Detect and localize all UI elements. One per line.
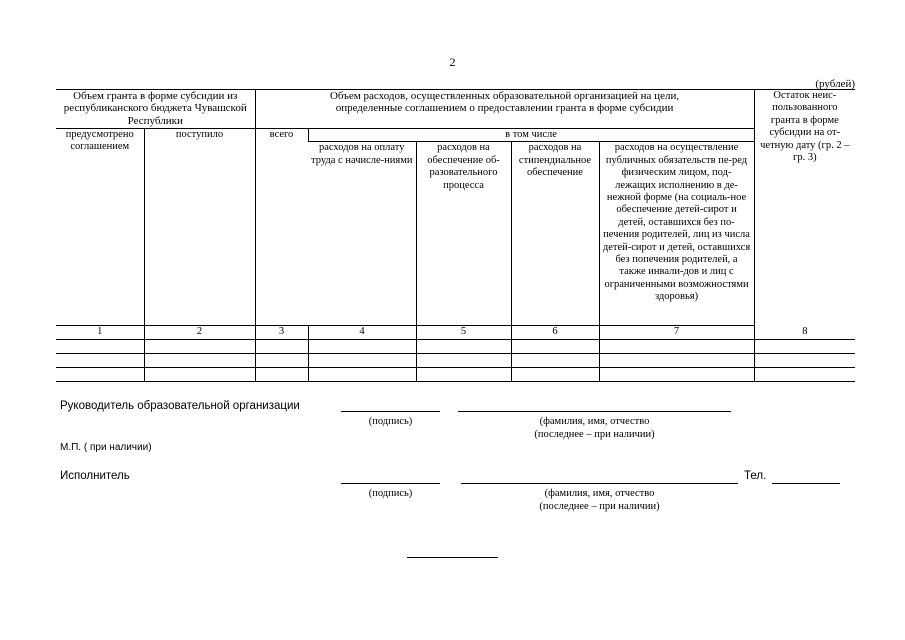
- table-header-row: [56, 90, 855, 129]
- name-caption-line: (фамилия, имя, отчество: [539, 416, 650, 427]
- executor-name-line[interactable]: [461, 483, 738, 484]
- table-cell: [416, 368, 511, 382]
- table-cell: [56, 340, 144, 354]
- table-header-row: [56, 129, 855, 142]
- grant-report-table: [56, 89, 855, 382]
- executor-label: Исполнитель: [60, 470, 130, 482]
- column-number: 4: [308, 326, 416, 340]
- table-cell: [754, 340, 855, 354]
- table-cell: [255, 340, 308, 354]
- table-cell: [255, 368, 308, 382]
- name-caption-line: (последнее – при наличии): [539, 501, 660, 512]
- planned-header: предусмотрено соглашением: [56, 129, 144, 326]
- table-cell: [144, 340, 255, 354]
- table-cell: [308, 368, 416, 382]
- column-number: 1: [56, 326, 144, 340]
- total-header: всего: [255, 129, 308, 326]
- table-cell: [511, 340, 599, 354]
- remainder-header: Остаток неис-пользованного гранта в форме субсидии на от-четную дату (гр. 2 – гр. 3): [754, 90, 855, 326]
- table-row: [56, 354, 855, 368]
- name-caption: [461, 487, 738, 513]
- table-cell: [308, 354, 416, 368]
- table-cell: [255, 354, 308, 368]
- table-cell: [599, 354, 754, 368]
- column-number: 8: [754, 326, 855, 340]
- salary-expenses-header: расходов на оплату труда с начисле-ниями: [308, 142, 416, 326]
- seal-label: М.П. ( при наличии): [60, 442, 152, 453]
- phone-label: Тел.: [744, 470, 767, 482]
- column-number: 5: [416, 326, 511, 340]
- table-cell: [56, 354, 144, 368]
- table-cell: [144, 354, 255, 368]
- expenses-volume-header: Объем расходов, осуществленных образовательной организацией на цели, определенные соглашением о предоставлении гранта в форме субсидии: [255, 90, 754, 129]
- head-signature-line[interactable]: [341, 411, 440, 412]
- column-number: 3: [255, 326, 308, 340]
- education-expenses-header: расходов на обеспечение об-разовательного процесса: [416, 142, 511, 326]
- received-header: поступило: [144, 129, 255, 326]
- column-number: 2: [144, 326, 255, 340]
- table-row: [56, 340, 855, 354]
- page-number: 2: [449, 55, 456, 69]
- head-of-organization-label: Руководитель образовательной организации: [60, 400, 300, 412]
- column-number: 7: [599, 326, 754, 340]
- executor-signature-line[interactable]: [341, 483, 440, 484]
- table-cell: [144, 368, 255, 382]
- public-obligations-header: расходов на осуществление публичных обязательств пе-ред физическим лицом, под-лежащих исполнению в де-нежной форме (на социаль-ное обеспечение детей-сирот и детей, оставшихся без по-печения родителей, лиц из числа детей-сирот и детей, оставшихся без попечения родителей, а также инвали-дов и лиц с ограниченными возможностями здоровья): [599, 142, 754, 326]
- table-cell: [56, 368, 144, 382]
- name-caption: [458, 415, 731, 441]
- table-cell: [599, 340, 754, 354]
- signature-caption: (подпись): [368, 416, 413, 427]
- table-cell: [754, 354, 855, 368]
- table-cell: [754, 368, 855, 382]
- table-row: [56, 368, 855, 382]
- signature-caption: (подпись): [368, 488, 413, 499]
- name-caption-line: (фамилия, имя, отчество: [544, 488, 655, 499]
- table-cell: [416, 340, 511, 354]
- grant-volume-header: Объем гранта в форме субсидии из республиканского бюджета Чувашской Республики: [56, 90, 255, 129]
- phone-line[interactable]: [772, 483, 840, 484]
- name-caption-line: (последнее – при наличии): [534, 429, 655, 440]
- table-cell: [511, 368, 599, 382]
- column-number: 6: [511, 326, 599, 340]
- table-cell: [308, 340, 416, 354]
- head-name-line[interactable]: [458, 411, 731, 412]
- table-cell: [511, 354, 599, 368]
- including-header: в том числе: [308, 129, 754, 142]
- table-cell: [416, 354, 511, 368]
- table-cell: [599, 368, 754, 382]
- units-label: (рублей): [815, 78, 855, 90]
- stipend-expenses-header: расходов на стипендиальное обеспечение: [511, 142, 599, 326]
- end-divider: [407, 557, 498, 558]
- column-numbers-row: [56, 326, 855, 340]
